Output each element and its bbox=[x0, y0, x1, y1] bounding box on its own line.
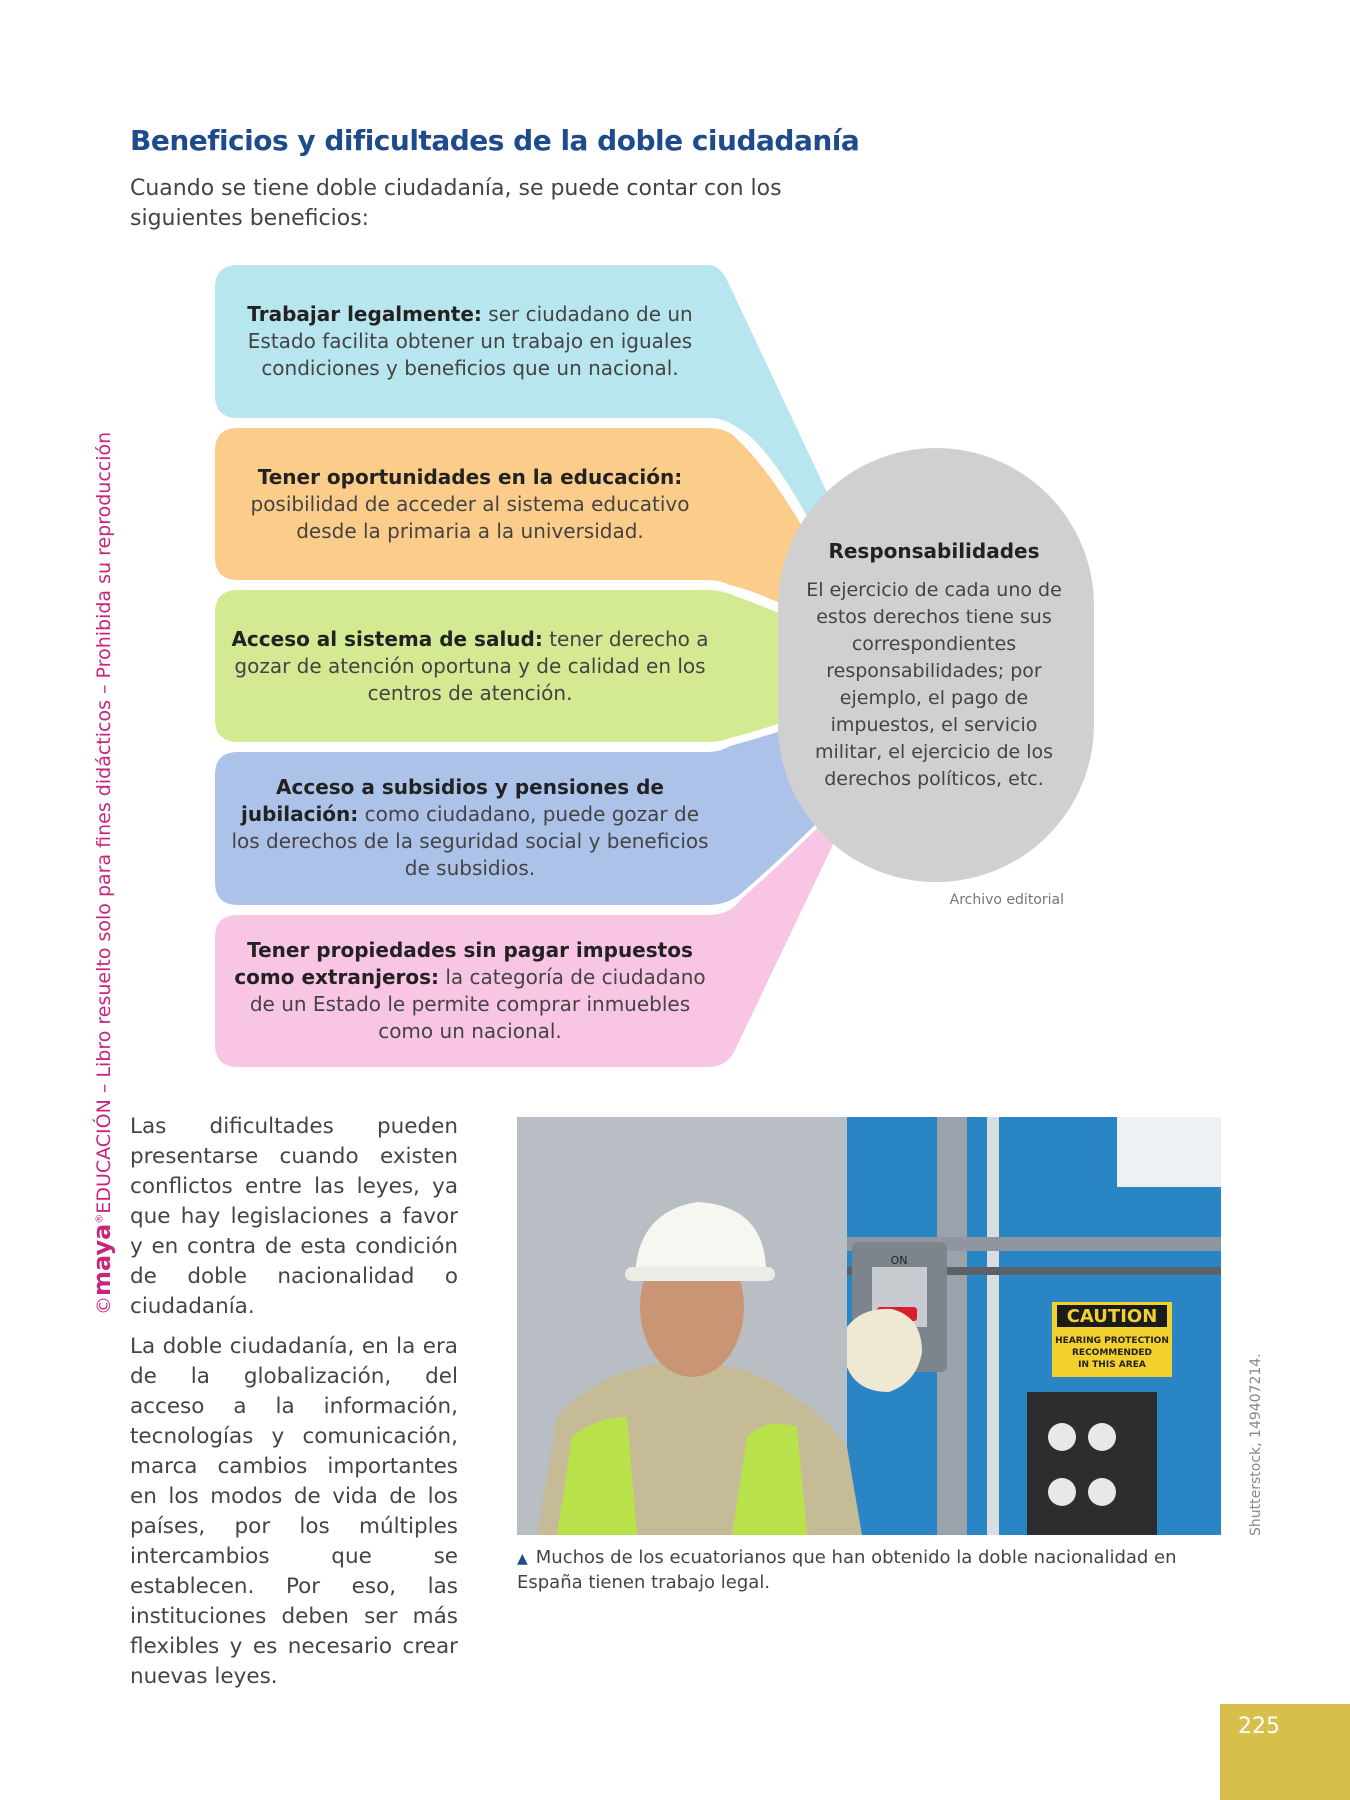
registered-mark: ® bbox=[94, 1213, 106, 1224]
diagram-credit: Archivo editorial bbox=[949, 892, 1064, 908]
caption-text: Muchos de los ecuatorianos que han obtenido la doble nacionalidad en España tienen trabajo legal. bbox=[517, 1547, 1177, 1593]
benefit-heading: Trabajar legalmente: bbox=[247, 301, 482, 326]
benefit-heading: Acceso al sistema de salud: bbox=[231, 626, 543, 651]
worker-photo bbox=[517, 1117, 1221, 1535]
benefit-property bbox=[215, 915, 725, 1067]
responsibilities-title: Responsabilidades bbox=[828, 538, 1040, 563]
benefit-text: ser ciudadano de un Estado facilita obtener un trabajo en iguales condiciones y beneficios que un nacional. bbox=[247, 301, 693, 380]
benefit-heading: Tener propiedades sin pagar impuestos como extranjeros: bbox=[234, 938, 693, 989]
benefit-heading: Acceso a subsidios y pensiones de jubilación: bbox=[240, 775, 664, 826]
benefit-subsidies bbox=[215, 752, 725, 904]
benefit-text: posibilidad de acceder al sistema educativo desde la primaria a la universidad. bbox=[250, 491, 690, 543]
body-paragraph: Las dificultades pueden presentarse cuando existen conflictos entre las leyes, ya que hay legislaciones a favor y en contra de esta condición de doble nacionalidad o ciudadanía. bbox=[130, 1114, 458, 1319]
benefit-education bbox=[215, 428, 725, 580]
page-number-box bbox=[1220, 1704, 1350, 1800]
watermark-text: EDUCACIÓN – Libro resuelto solo para fines didácticos – Prohibida su reproducción bbox=[93, 431, 115, 1214]
intro-text: Cuando se tiene doble ciudadanía, se puede contar con los siguientes beneficios: bbox=[130, 176, 782, 231]
photo-caption bbox=[517, 1546, 1221, 1595]
caution-sign-line: RECOMMENDED bbox=[1071, 1348, 1153, 1358]
responsibilities-bubble bbox=[778, 448, 1090, 882]
body-paragraph: La doble ciudadanía, en la era de la globalización, del acceso a la información, tecnologías y comunicación, marca cambios importantes en los modos de vida de los países, por los múltiples intercambios que se establecen. Por eso, las instituciones deben ser más flexibles y es necesario crear nuevas leyes. bbox=[130, 1334, 458, 1689]
benefit-text: la categoría de ciudadano de un Estado le permite comprar inmuebles como un nacional. bbox=[249, 965, 706, 1043]
photo-credit: Shutterstock, 149407214. bbox=[1248, 1353, 1264, 1536]
body-text bbox=[130, 1112, 458, 1702]
benefit-text: tener derecho a gozar de atención oportuna y de calidad en los centros de atención. bbox=[234, 626, 709, 705]
brand-logo: maya bbox=[88, 1223, 116, 1296]
benefit-heading: Tener oportunidades en la educación: bbox=[257, 464, 683, 489]
caution-sign-title: CAUTION bbox=[1066, 1306, 1158, 1327]
switch-on-label: ON bbox=[890, 1254, 908, 1267]
caution-sign-line: HEARING PROTECTION bbox=[1055, 1336, 1169, 1346]
copyright-symbol: © bbox=[93, 1296, 115, 1315]
benefit-health bbox=[215, 590, 725, 742]
page-title: Beneficios y dificultades de la doble ciudadanía bbox=[130, 124, 860, 157]
caution-sign-line: IN THIS AREA bbox=[1078, 1360, 1146, 1370]
page-number: 225 bbox=[1238, 1714, 1280, 1739]
caption-marker-icon: ▲ bbox=[517, 1551, 528, 1567]
benefit-work bbox=[215, 265, 725, 417]
benefit-text: como ciudadano, puede gozar de los derechos de la seguridad social y beneficios de subsidios. bbox=[231, 802, 709, 880]
responsibilities-text: El ejercicio de cada uno de estos derechos tiene sus correspondientes responsabilidades; por ejemplo, el pago de impuestos, el servicio militar, el ejercicio de los derechos políticos, etc. bbox=[806, 578, 1062, 790]
